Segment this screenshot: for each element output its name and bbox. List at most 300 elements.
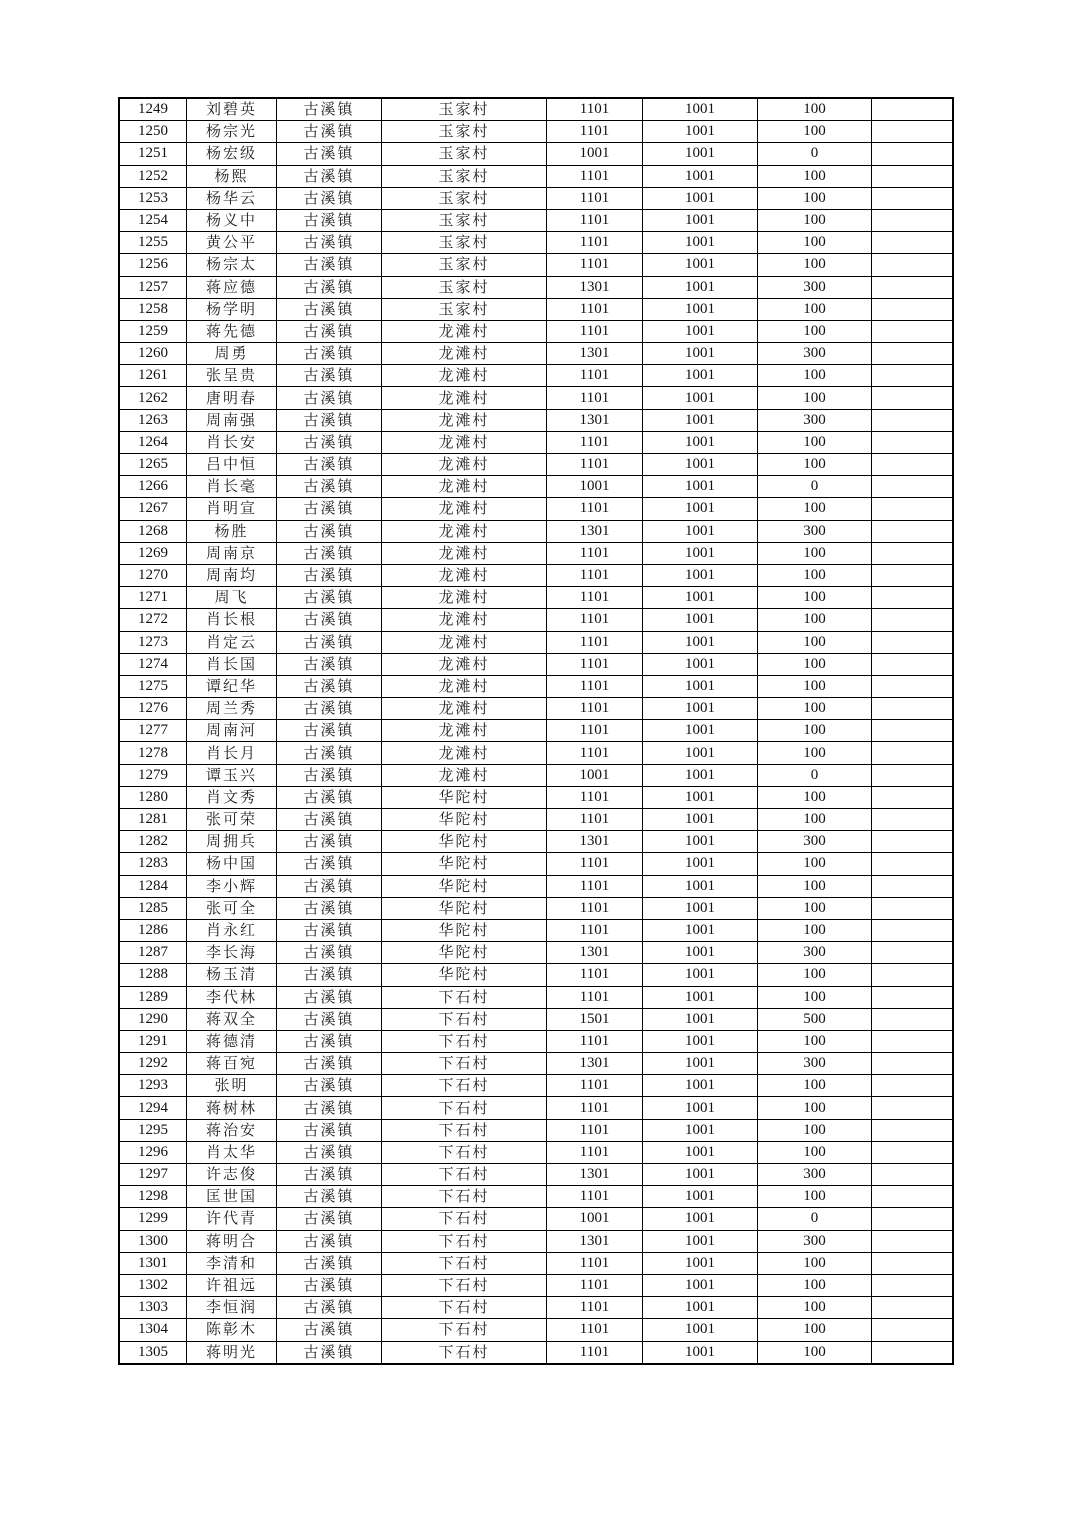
cell-name: 张呈贵	[187, 365, 277, 387]
cell-remark	[872, 1186, 954, 1208]
cell-town: 古溪镇	[277, 542, 382, 564]
table-row	[119, 831, 953, 853]
cell-town: 古溪镇	[277, 343, 382, 365]
cell-town: 古溪镇	[277, 1141, 382, 1163]
cell-name: 唐明春	[187, 387, 277, 409]
cell-value-b: 1001	[643, 165, 758, 187]
table-row	[119, 209, 953, 231]
table-row	[119, 165, 953, 187]
cell-value-a: 1101	[547, 675, 643, 697]
cell-value-c: 100	[758, 431, 872, 453]
cell-value-b: 1001	[643, 675, 758, 697]
cell-seq: 1304	[119, 1319, 187, 1341]
cell-name: 蒋明光	[187, 1341, 277, 1364]
cell-remark	[872, 121, 954, 143]
cell-village: 龙滩村	[382, 431, 547, 453]
cell-value-c: 100	[758, 165, 872, 187]
cell-village: 下石村	[382, 1164, 547, 1186]
cell-seq: 1288	[119, 964, 187, 986]
cell-value-c: 100	[758, 720, 872, 742]
cell-value-c: 500	[758, 1008, 872, 1030]
cell-name: 黄公平	[187, 232, 277, 254]
table-row	[119, 542, 953, 564]
cell-value-b: 1001	[643, 232, 758, 254]
cell-remark	[872, 1208, 954, 1230]
table-row	[119, 121, 953, 143]
cell-seq: 1278	[119, 742, 187, 764]
cell-name: 许志俊	[187, 1164, 277, 1186]
cell-value-c: 100	[758, 1186, 872, 1208]
cell-remark	[872, 498, 954, 520]
cell-seq: 1267	[119, 498, 187, 520]
cell-village: 下石村	[382, 1097, 547, 1119]
cell-value-c: 100	[758, 1141, 872, 1163]
cell-remark	[872, 520, 954, 542]
cell-value-a: 1101	[547, 298, 643, 320]
cell-village: 龙滩村	[382, 520, 547, 542]
table-row	[119, 143, 953, 165]
cell-name: 李代林	[187, 986, 277, 1008]
table-row	[119, 964, 953, 986]
table-row	[119, 720, 953, 742]
cell-value-c: 100	[758, 653, 872, 675]
cell-name: 张可全	[187, 897, 277, 919]
cell-value-c: 100	[758, 964, 872, 986]
cell-name: 周勇	[187, 343, 277, 365]
table-row	[119, 1119, 953, 1141]
cell-remark	[872, 1053, 954, 1075]
cell-value-a: 1101	[547, 1297, 643, 1319]
cell-value-c: 100	[758, 897, 872, 919]
cell-name: 杨学明	[187, 298, 277, 320]
cell-village: 龙滩村	[382, 720, 547, 742]
cell-town: 古溪镇	[277, 564, 382, 586]
cell-value-c: 100	[758, 587, 872, 609]
cell-value-b: 1001	[643, 209, 758, 231]
cell-village: 下石村	[382, 1319, 547, 1341]
table-row	[119, 320, 953, 342]
cell-name: 张明	[187, 1075, 277, 1097]
cell-value-c: 100	[758, 809, 872, 831]
cell-village: 龙滩村	[382, 365, 547, 387]
cell-value-b: 1001	[643, 964, 758, 986]
cell-value-a: 1101	[547, 121, 643, 143]
cell-value-a: 1101	[547, 587, 643, 609]
cell-name: 肖定云	[187, 631, 277, 653]
cell-value-a: 1101	[547, 786, 643, 808]
cell-value-c: 100	[758, 454, 872, 476]
cell-value-b: 1001	[643, 653, 758, 675]
cell-seq: 1275	[119, 675, 187, 697]
cell-value-c: 100	[758, 1341, 872, 1364]
cell-value-b: 1001	[643, 143, 758, 165]
cell-seq: 1250	[119, 121, 187, 143]
cell-seq: 1264	[119, 431, 187, 453]
cell-value-c: 0	[758, 143, 872, 165]
cell-value-b: 1001	[643, 587, 758, 609]
cell-town: 古溪镇	[277, 121, 382, 143]
table-row	[119, 498, 953, 520]
cell-value-a: 1001	[547, 764, 643, 786]
cell-remark	[872, 1252, 954, 1274]
table-row	[119, 98, 953, 121]
cell-town: 古溪镇	[277, 587, 382, 609]
cell-name: 肖明宣	[187, 498, 277, 520]
table-row	[119, 1252, 953, 1274]
cell-value-a: 1101	[547, 365, 643, 387]
cell-value-b: 1001	[643, 1008, 758, 1030]
table-row	[119, 587, 953, 609]
cell-remark	[872, 1141, 954, 1163]
cell-value-c: 100	[758, 254, 872, 276]
cell-name: 周兰秀	[187, 698, 277, 720]
cell-value-b: 1001	[643, 1341, 758, 1364]
cell-village: 玉家村	[382, 143, 547, 165]
cell-town: 古溪镇	[277, 1297, 382, 1319]
cell-value-b: 1001	[643, 343, 758, 365]
cell-name: 蒋治安	[187, 1119, 277, 1141]
cell-seq: 1303	[119, 1297, 187, 1319]
cell-name: 周南京	[187, 542, 277, 564]
cell-value-b: 1001	[643, 809, 758, 831]
cell-value-b: 1001	[643, 897, 758, 919]
cell-seq: 1301	[119, 1252, 187, 1274]
cell-value-b: 1001	[643, 1230, 758, 1252]
cell-town: 古溪镇	[277, 853, 382, 875]
cell-value-b: 1001	[643, 942, 758, 964]
cell-seq: 1300	[119, 1230, 187, 1252]
cell-name: 吕中恒	[187, 454, 277, 476]
cell-remark	[872, 1008, 954, 1030]
cell-value-a: 1101	[547, 564, 643, 586]
cell-seq: 1277	[119, 720, 187, 742]
cell-value-c: 100	[758, 609, 872, 631]
cell-name: 李长海	[187, 942, 277, 964]
cell-name: 肖太华	[187, 1141, 277, 1163]
table-row	[119, 875, 953, 897]
cell-town: 古溪镇	[277, 1208, 382, 1230]
cell-value-a: 1301	[547, 1164, 643, 1186]
cell-remark	[872, 298, 954, 320]
cell-village: 下石村	[382, 1030, 547, 1052]
table-row	[119, 409, 953, 431]
cell-value-a: 1101	[547, 653, 643, 675]
cell-name: 李清和	[187, 1252, 277, 1274]
cell-name: 李恒润	[187, 1297, 277, 1319]
cell-value-a: 1101	[547, 1097, 643, 1119]
cell-town: 古溪镇	[277, 1097, 382, 1119]
cell-value-a: 1101	[547, 431, 643, 453]
cell-town: 古溪镇	[277, 232, 382, 254]
cell-remark	[872, 564, 954, 586]
cell-name: 肖长月	[187, 742, 277, 764]
cell-town: 古溪镇	[277, 1030, 382, 1052]
cell-village: 华陀村	[382, 853, 547, 875]
cell-value-a: 1101	[547, 809, 643, 831]
cell-village: 华陀村	[382, 831, 547, 853]
cell-remark	[872, 476, 954, 498]
cell-village: 玉家村	[382, 165, 547, 187]
table-row	[119, 1230, 953, 1252]
cell-value-a: 1301	[547, 1230, 643, 1252]
cell-value-c: 100	[758, 853, 872, 875]
cell-value-c: 100	[758, 1274, 872, 1296]
cell-remark	[872, 409, 954, 431]
cell-value-a: 1101	[547, 631, 643, 653]
cell-seq: 1256	[119, 254, 187, 276]
cell-name: 蒋树林	[187, 1097, 277, 1119]
cell-value-c: 0	[758, 476, 872, 498]
cell-town: 古溪镇	[277, 1341, 382, 1364]
cell-seq: 1284	[119, 875, 187, 897]
cell-town: 古溪镇	[277, 764, 382, 786]
cell-value-a: 1101	[547, 897, 643, 919]
cell-value-a: 1101	[547, 919, 643, 941]
cell-town: 古溪镇	[277, 387, 382, 409]
cell-value-a: 1101	[547, 1030, 643, 1052]
cell-value-b: 1001	[643, 1186, 758, 1208]
cell-town: 古溪镇	[277, 454, 382, 476]
cell-seq: 1289	[119, 986, 187, 1008]
cell-seq: 1266	[119, 476, 187, 498]
cell-remark	[872, 587, 954, 609]
cell-seq: 1279	[119, 764, 187, 786]
cell-town: 古溪镇	[277, 1053, 382, 1075]
cell-seq: 1263	[119, 409, 187, 431]
cell-value-b: 1001	[643, 121, 758, 143]
table-row	[119, 387, 953, 409]
cell-village: 玉家村	[382, 98, 547, 121]
cell-village: 下石村	[382, 1208, 547, 1230]
cell-town: 古溪镇	[277, 276, 382, 298]
cell-name: 肖长安	[187, 431, 277, 453]
cell-village: 龙滩村	[382, 409, 547, 431]
table-row	[119, 232, 953, 254]
cell-village: 华陀村	[382, 964, 547, 986]
cell-seq: 1272	[119, 609, 187, 631]
table-row	[119, 1274, 953, 1296]
cell-seq: 1260	[119, 343, 187, 365]
cell-value-a: 1101	[547, 1274, 643, 1296]
cell-seq: 1269	[119, 542, 187, 564]
cell-seq: 1249	[119, 98, 187, 121]
cell-value-c: 100	[758, 675, 872, 697]
cell-remark	[872, 631, 954, 653]
cell-value-c: 100	[758, 121, 872, 143]
cell-town: 古溪镇	[277, 897, 382, 919]
cell-town: 古溪镇	[277, 143, 382, 165]
cell-town: 古溪镇	[277, 1008, 382, 1030]
cell-name: 杨熙	[187, 165, 277, 187]
table-row	[119, 1053, 953, 1075]
table-body	[119, 98, 953, 1364]
cell-seq: 1274	[119, 653, 187, 675]
cell-remark	[872, 1319, 954, 1341]
cell-seq: 1258	[119, 298, 187, 320]
cell-village: 下石村	[382, 1141, 547, 1163]
cell-village: 下石村	[382, 986, 547, 1008]
cell-town: 古溪镇	[277, 1319, 382, 1341]
cell-value-a: 1001	[547, 143, 643, 165]
cell-seq: 1293	[119, 1075, 187, 1097]
cell-remark	[872, 1075, 954, 1097]
cell-village: 下石村	[382, 1252, 547, 1274]
cell-village: 龙滩村	[382, 343, 547, 365]
cell-seq: 1295	[119, 1119, 187, 1141]
cell-value-a: 1101	[547, 609, 643, 631]
cell-remark	[872, 232, 954, 254]
cell-value-b: 1001	[643, 698, 758, 720]
cell-seq: 1296	[119, 1141, 187, 1163]
cell-name: 杨中国	[187, 853, 277, 875]
cell-value-a: 1101	[547, 498, 643, 520]
table-row	[119, 897, 953, 919]
cell-value-a: 1101	[547, 1252, 643, 1274]
cell-seq: 1282	[119, 831, 187, 853]
cell-village: 玉家村	[382, 187, 547, 209]
cell-remark	[872, 320, 954, 342]
cell-seq: 1291	[119, 1030, 187, 1052]
cell-town: 古溪镇	[277, 365, 382, 387]
cell-value-b: 1001	[643, 1075, 758, 1097]
cell-village: 玉家村	[382, 121, 547, 143]
cell-town: 古溪镇	[277, 498, 382, 520]
cell-value-c: 100	[758, 232, 872, 254]
cell-value-a: 1501	[547, 1008, 643, 1030]
cell-remark	[872, 365, 954, 387]
cell-remark	[872, 209, 954, 231]
cell-seq: 1251	[119, 143, 187, 165]
cell-value-c: 100	[758, 1030, 872, 1052]
cell-value-a: 1301	[547, 942, 643, 964]
cell-remark	[872, 853, 954, 875]
cell-value-a: 1101	[547, 853, 643, 875]
cell-seq: 1281	[119, 809, 187, 831]
cell-village: 下石村	[382, 1186, 547, 1208]
cell-value-b: 1001	[643, 431, 758, 453]
cell-value-a: 1101	[547, 232, 643, 254]
cell-village: 下石村	[382, 1119, 547, 1141]
cell-town: 古溪镇	[277, 809, 382, 831]
cell-value-c: 300	[758, 520, 872, 542]
cell-seq: 1254	[119, 209, 187, 231]
cell-seq: 1255	[119, 232, 187, 254]
cell-town: 古溪镇	[277, 675, 382, 697]
cell-town: 古溪镇	[277, 875, 382, 897]
cell-value-c: 100	[758, 875, 872, 897]
cell-village: 龙滩村	[382, 320, 547, 342]
table-row	[119, 564, 953, 586]
cell-village: 下石村	[382, 1341, 547, 1364]
cell-seq: 1297	[119, 1164, 187, 1186]
cell-seq: 1294	[119, 1097, 187, 1119]
table-row	[119, 764, 953, 786]
cell-remark	[872, 919, 954, 941]
cell-value-c: 100	[758, 742, 872, 764]
cell-value-a: 1101	[547, 1319, 643, 1341]
cell-name: 肖长根	[187, 609, 277, 631]
cell-value-b: 1001	[643, 875, 758, 897]
cell-remark	[872, 720, 954, 742]
cell-village: 华陀村	[382, 809, 547, 831]
cell-value-b: 1001	[643, 1119, 758, 1141]
cell-remark	[872, 742, 954, 764]
cell-remark	[872, 431, 954, 453]
cell-village: 龙滩村	[382, 476, 547, 498]
cell-value-b: 1001	[643, 1053, 758, 1075]
cell-value-a: 1101	[547, 187, 643, 209]
cell-town: 古溪镇	[277, 520, 382, 542]
cell-village: 龙滩村	[382, 498, 547, 520]
table-row	[119, 698, 953, 720]
cell-value-b: 1001	[643, 1274, 758, 1296]
cell-name: 周南强	[187, 409, 277, 431]
cell-value-c: 100	[758, 187, 872, 209]
cell-seq: 1259	[119, 320, 187, 342]
cell-value-a: 1301	[547, 520, 643, 542]
cell-value-c: 100	[758, 919, 872, 941]
cell-name: 许祖远	[187, 1274, 277, 1296]
cell-seq: 1299	[119, 1208, 187, 1230]
cell-value-c: 100	[758, 298, 872, 320]
cell-remark	[872, 764, 954, 786]
cell-remark	[872, 98, 954, 121]
cell-seq: 1262	[119, 387, 187, 409]
table-row	[119, 1186, 953, 1208]
table-row	[119, 1297, 953, 1319]
cell-remark	[872, 875, 954, 897]
cell-value-c: 300	[758, 409, 872, 431]
cell-village: 玉家村	[382, 232, 547, 254]
cell-remark	[872, 942, 954, 964]
cell-remark	[872, 609, 954, 631]
cell-village: 华陀村	[382, 897, 547, 919]
cell-value-c: 100	[758, 698, 872, 720]
cell-value-c: 100	[758, 1097, 872, 1119]
cell-remark	[872, 698, 954, 720]
cell-value-b: 1001	[643, 1141, 758, 1163]
cell-name: 杨宗光	[187, 121, 277, 143]
cell-town: 古溪镇	[277, 964, 382, 986]
cell-value-c: 100	[758, 564, 872, 586]
table-row	[119, 365, 953, 387]
cell-name: 蒋应德	[187, 276, 277, 298]
cell-value-c: 100	[758, 320, 872, 342]
cell-remark	[872, 187, 954, 209]
cell-seq: 1276	[119, 698, 187, 720]
table-row	[119, 653, 953, 675]
cell-name: 肖长毫	[187, 476, 277, 498]
cell-value-b: 1001	[643, 853, 758, 875]
table-row	[119, 1341, 953, 1364]
cell-value-a: 1101	[547, 1141, 643, 1163]
cell-value-c: 100	[758, 1119, 872, 1141]
cell-remark	[872, 986, 954, 1008]
cell-value-c: 100	[758, 365, 872, 387]
cell-name: 蒋百宛	[187, 1053, 277, 1075]
cell-value-c: 300	[758, 1164, 872, 1186]
table-row	[119, 1319, 953, 1341]
cell-village: 龙滩村	[382, 454, 547, 476]
cell-remark	[872, 276, 954, 298]
cell-town: 古溪镇	[277, 653, 382, 675]
cell-name: 周南均	[187, 564, 277, 586]
table-row	[119, 1030, 953, 1052]
table-row	[119, 254, 953, 276]
cell-seq: 1292	[119, 1053, 187, 1075]
cell-value-a: 1101	[547, 742, 643, 764]
cell-remark	[872, 786, 954, 808]
